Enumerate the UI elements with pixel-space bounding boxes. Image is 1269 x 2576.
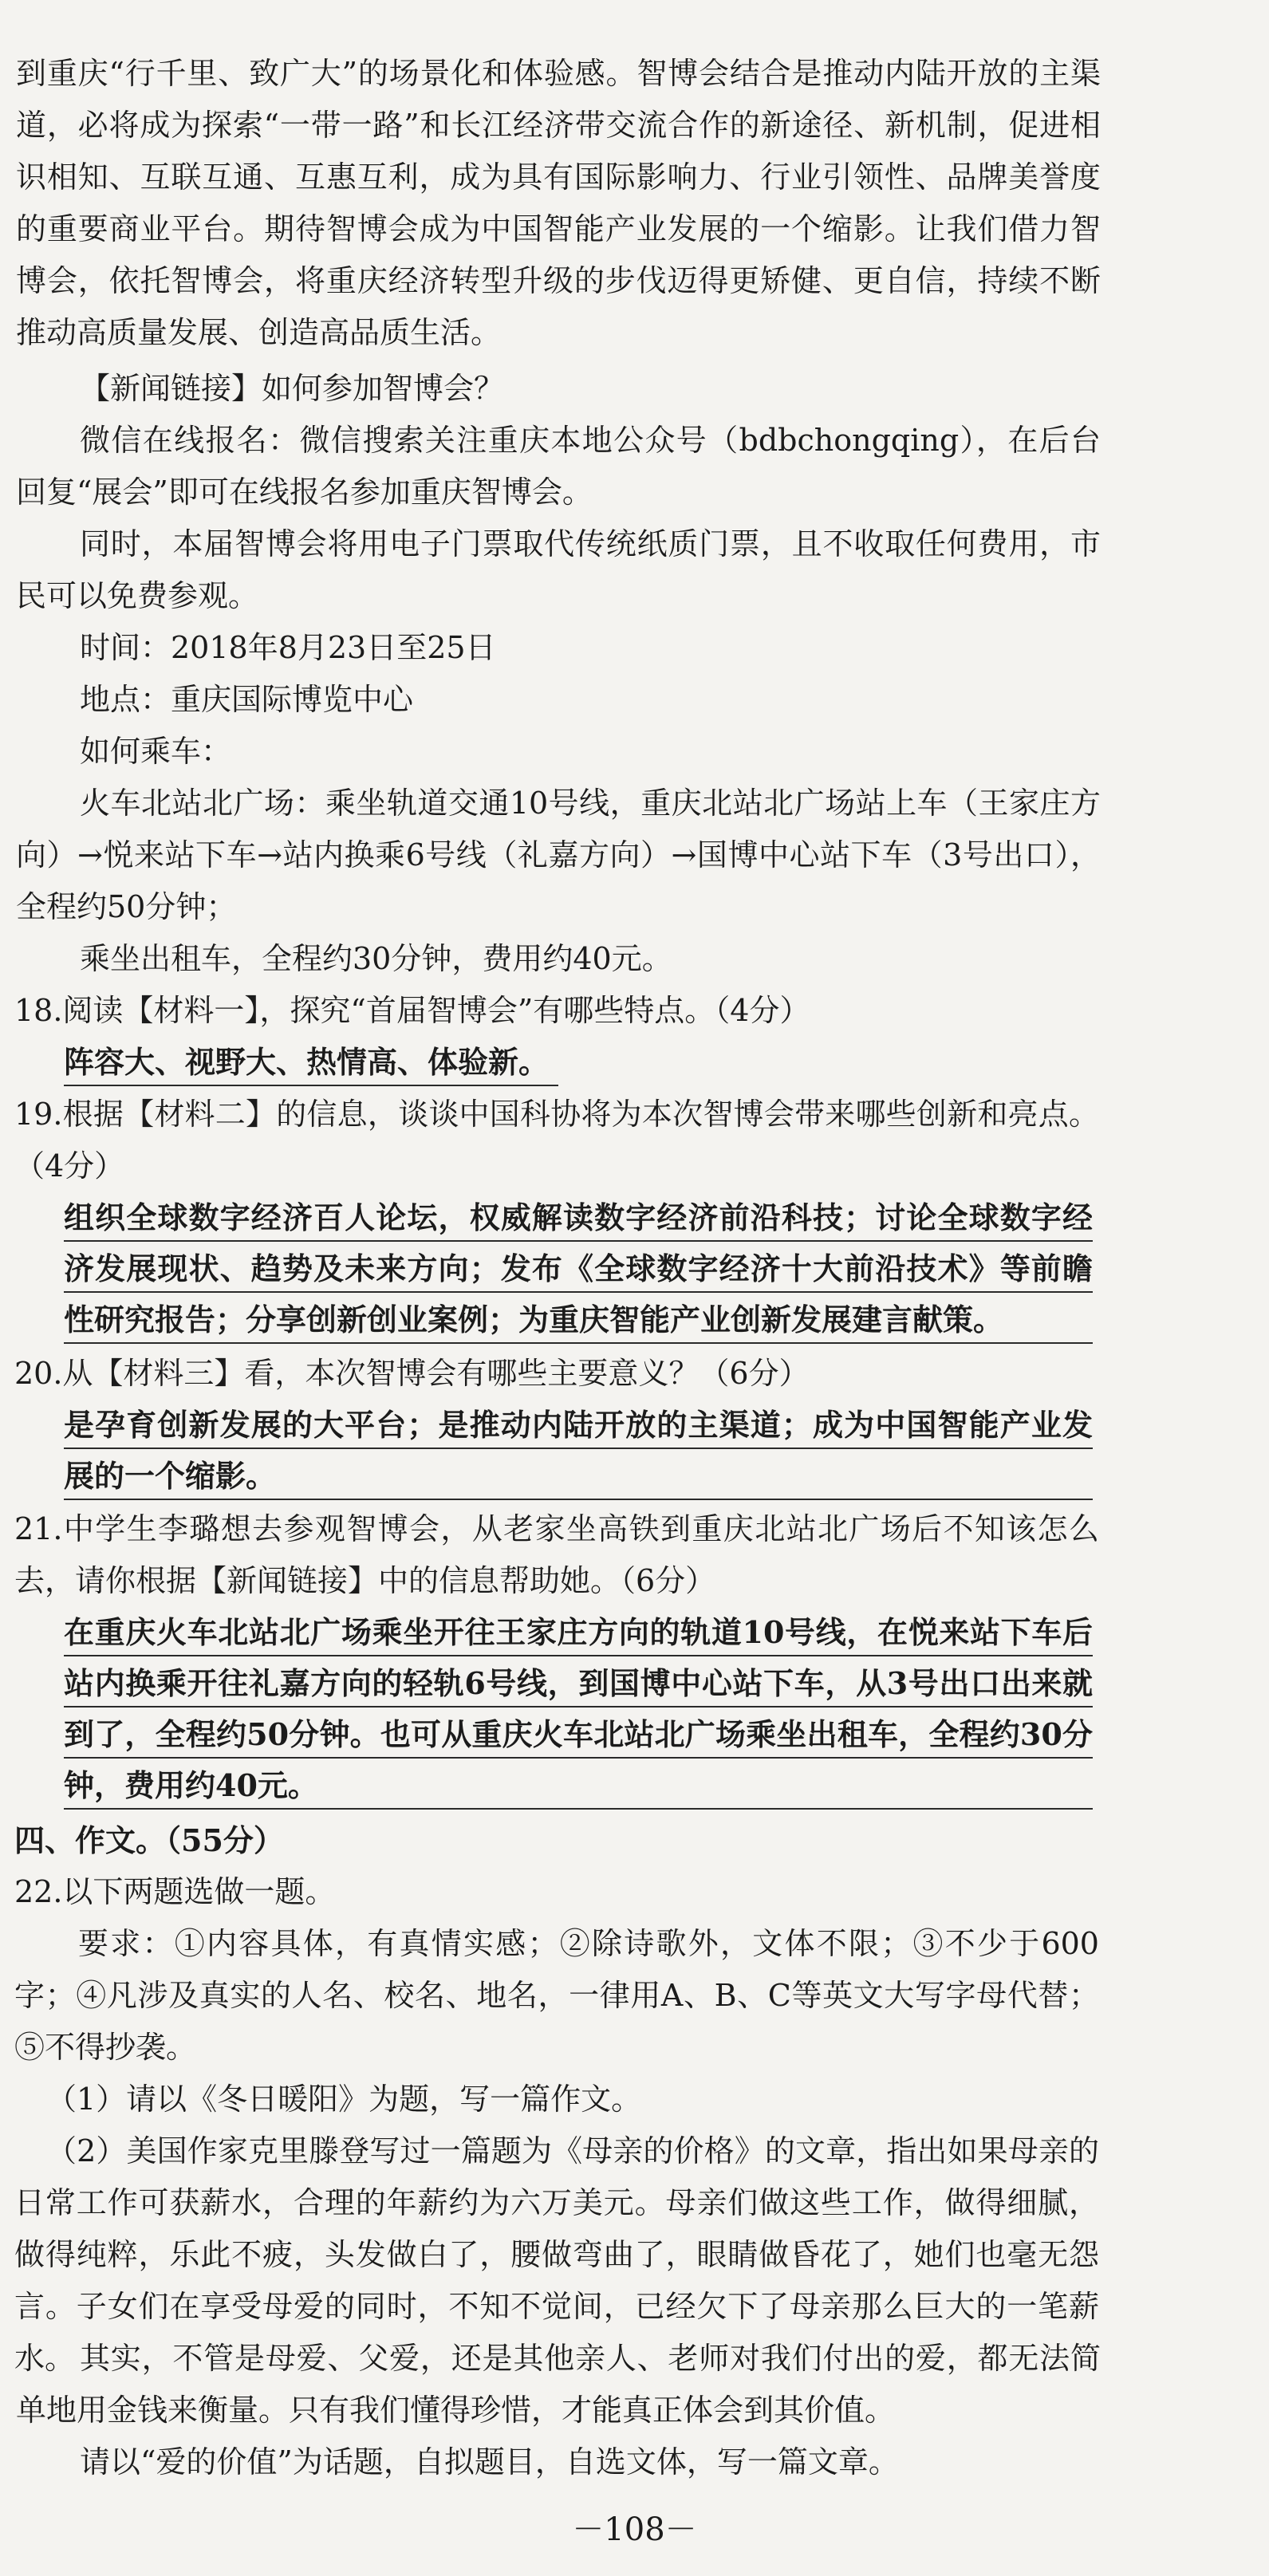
news-link-ticket: 同时，本届智博会将用电子门票取代传统纸质门票，且不收取任何费用，市民可以免费参观。: [16, 526, 1101, 613]
news-link-heading: 【新闻链接】如何参加智博会？: [80, 371, 505, 406]
answer-19: 组织全球数字经济百人论坛，权威解读数字经济前沿科技；讨论全球数字经济发展现状、趋势及未来方向；发布《全球数字经济十大前沿技术》等前瞻性研究报告；分享创新创业案例；为重庆智能产业创新发展建言献策。: [64, 1192, 1093, 1345]
page-number: －108－: [572, 2511, 697, 2548]
question-20: 20.从【材料三】看，本次智博会有哪些主要意义？（6分）: [14, 1356, 810, 1391]
essay-requirements: 要求：①内容具体，有真情实感；②除诗歌外，文体不限；③不少于600字；④凡涉及真实的人名、校名、地名，一律用A、B、C等英文大写字母代替；⑤不得抄袭。: [14, 1926, 1099, 2065]
transport-route: 火车北站北广场：乘坐轨道交通10号线，重庆北站北广场站上车（王家庄方向）→悦来站下车→站内换乘6号线（礼嘉方向）→国博中心站下车（3号出口），全程约50分钟；: [16, 786, 1101, 924]
essay-paragraph-love: 其实，不管是母爱、父爱，还是其他亲人、老师对我们付出的爱，都无法简单地用金钱来衡量。只有我们懂得珍惜，才能真正体会到其价值。: [16, 2341, 1101, 2428]
event-place: 地点：重庆国际博览中心: [80, 682, 414, 717]
essay-section-title: 四、作文。（55分）: [14, 1822, 284, 1858]
event-time: 时间：2018年8月23日至25日: [80, 630, 496, 665]
passage-paragraph-conclusion: 到重庆“行千里、致广大”的场景化和体验感。智博会结合是推动内陆开放的主渠道，必将成为探索“一带一路”和长江经济带交流合作的新途径、新机制，促进相识相知、互联互通、互惠互利，成为具有国际影响力、行业引领性、品牌美誉度的重要商业平台。期待智博会成为中国智能产业发展的一个缩影。让我们借力智博会，依托智博会，将重庆经济转型升级的步伐迈得更矫健、更自信，持续不断推动高质量发展、创造高品质生活。: [16, 56, 1101, 350]
essay-option-1: （1）请以《冬日暖阳》为题，写一篇作文。: [46, 2082, 642, 2117]
answer-21: 在重庆火车北站北广场乘坐开往王家庄方向的轨道10号线，在悦来站下车后站内换乘开往礼嘉方向的轻轨6号线，到国博中心站下车，从3号出口出来就到了，全程约50分钟。也可从重庆火车北站北广场乘坐出租车，全程约30分钟，费用约40元。: [64, 1607, 1093, 1811]
transport-taxi: 乘坐出租车，全程约30分钟，费用约40元。: [80, 941, 672, 976]
essay-option-2: （2）美国作家克里滕登写过一篇题为《母亲的价格》的文章，指出如果母亲的日常工作可获薪水，合理的年薪约为六万美元。母亲们做这些工作，做得细腻，做得纯粹，乐此不疲，头发做白了，腰做弯曲了，眼睛做昏花了，她们也毫无怨言。子女们在享受母爱的同时，不知不觉间，已经欠下了母亲那么巨大的一笔薪水。: [14, 2133, 1099, 2376]
question-21: 21.中学生李璐想去参观智博会，从老家坐高铁到重庆北站北广场后不知该怎么去，请你根据【新闻链接】中的信息帮助她。（6分）: [14, 1511, 1099, 1598]
question-18: 18.阅读【材料一】，探究“首届智博会”有哪些特点。（4分）: [14, 993, 810, 1028]
essay-topic: 请以“爱的价值”为话题，自拟题目，自选文体，写一篇文章。: [80, 2444, 899, 2479]
answer-20: 是孕育创新发展的大平台；是推动内陆开放的主渠道；成为中国智能产业发展的一个缩影。: [64, 1400, 1093, 1502]
news-link-signup: 微信在线报名：微信搜索关注重庆本地公众号（bdbchongqing），在后台回复“展会”即可在线报名参加重庆智博会。: [16, 423, 1101, 510]
transport-heading: 如何乘车：: [80, 734, 232, 769]
question-22: 22.以下两题选做一题。: [14, 1874, 336, 1909]
answer-18: 阵容大、视野大、热情高、体验新。: [64, 1037, 558, 1088]
question-19: 19.根据【材料二】的信息，谈谈中国科协将为本次智博会带来哪些创新和亮点。（4分）: [14, 1097, 1099, 1184]
